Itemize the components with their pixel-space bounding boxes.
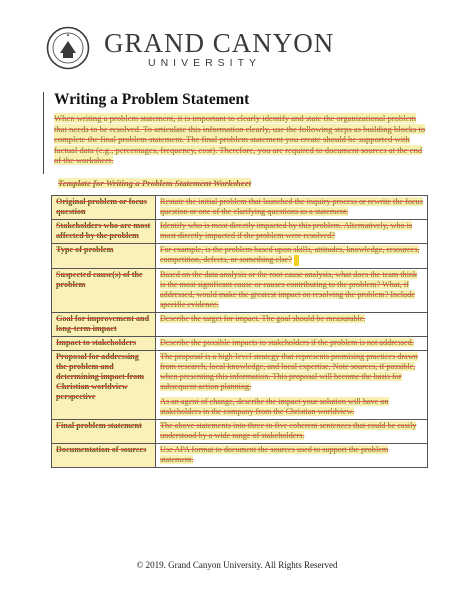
row-label: Documentation of sources [52,444,156,468]
table-row [52,244,428,269]
row-label: Original problem or focus question [52,196,156,220]
row-description [156,220,428,244]
table-row [52,337,428,351]
intro-paragraph [54,113,426,166]
row-description [156,244,428,269]
table-row [52,196,428,220]
row-description [156,337,428,351]
description-text: Describe the possible impacts to stakeholders if the problem is not addressed. [160,338,414,347]
description-paragraph [160,270,423,310]
description-paragraph [160,397,423,417]
row-label: Type of problem [52,244,156,269]
table-row [52,313,428,337]
description-text: The proposal is a high-level strategy that represents promising practices drawn from research, local knowledge, and local expertise. Note sources, if possible, when presenting this information. This proposal will become the basis for subsequent action planning. [160,352,418,391]
description-text: Based on the data analysis or the root cause analysis, what does the team think is the most significant cause or causes contributing to the problem? What, if addressed, would make the greatest impact on resolving the problem? Include specific evidence. [160,270,418,309]
table-row [52,444,428,468]
table-row [52,420,428,444]
table-row [52,351,428,420]
table-row [52,269,428,313]
row-description [156,351,428,420]
worksheet-table [51,195,428,468]
description-paragraph [160,221,423,241]
row-description [156,269,428,313]
row-label: Goal for improvement and long-term impact [52,313,156,337]
description-paragraph [160,314,423,324]
description-paragraph [160,338,423,348]
description-paragraph [160,421,423,441]
university-name: GRAND CANYON [104,28,335,58]
worksheet-title [58,178,251,188]
row-description [156,444,428,468]
row-label: Proposal for addressing the problem and determining impact from Christian worldview perspective [52,351,156,420]
description-text: The above statements into three to five coherent sentences that could be easily understood by a wide range of stakeholders. [160,421,417,440]
row-description [156,196,428,220]
description-text: For example, is the problem based upon skills, attitudes, knowledge, resources, competition, defects, or something else? [160,245,420,265]
description-text: Identify who is most directly impacted by this problem. Alternatively, who is most directly impacted if the problem were resolved? [160,221,413,240]
description-paragraph [160,445,423,465]
row-description [156,420,428,444]
university-seal-icon [46,26,90,70]
row-description [156,313,428,337]
page-title: Writing a Problem Statement [54,91,250,108]
description-paragraph [160,245,423,266]
title-accent-bar [43,92,44,174]
university-logo [46,22,416,74]
description-text: As an agent of change, describe the impact your solution will have on stakeholders in the company from the Christian worldview. [160,397,389,416]
table-row [52,220,428,244]
description-text: Restate the initial problem that launched the inquiry process or rewrite the focus question or one of the clarifying questions as a statement. [160,197,423,216]
description-text: Use APA format to document the sources used to support the problem statement. [160,445,389,464]
copyright-footer: © 2019. Grand Canyon University. All Rights Reserved [136,560,338,570]
university-subtitle: UNIVERSITY [148,57,262,69]
row-label: Impact to stakeholders [52,337,156,351]
intro-text: When writing a problem statement, it is important to clearly identify and state the organizational problem that needs to be resolved. To articulate this information clearly, use the following steps as building blocks to complete the final problem statement. The final problem statement you create should be supported with factual data (e.g., percentages, frequency, cost). Therefore, you are required to document sources at the end of the worksheet. [54,113,426,166]
description-paragraph [160,197,423,217]
comment-marker-icon[interactable] [294,255,299,266]
row-label: Stakeholders who are most affected by the problem [52,220,156,244]
row-label: Final problem statement [52,420,156,444]
description-paragraph [160,352,423,392]
worksheet-title-text: Template for Writing a Problem Statement Worksheet [58,178,252,188]
row-label: Suspected cause(s) of the problem [52,269,156,313]
description-text: Describe the target for impact. The goal should be measurable. [160,314,366,323]
